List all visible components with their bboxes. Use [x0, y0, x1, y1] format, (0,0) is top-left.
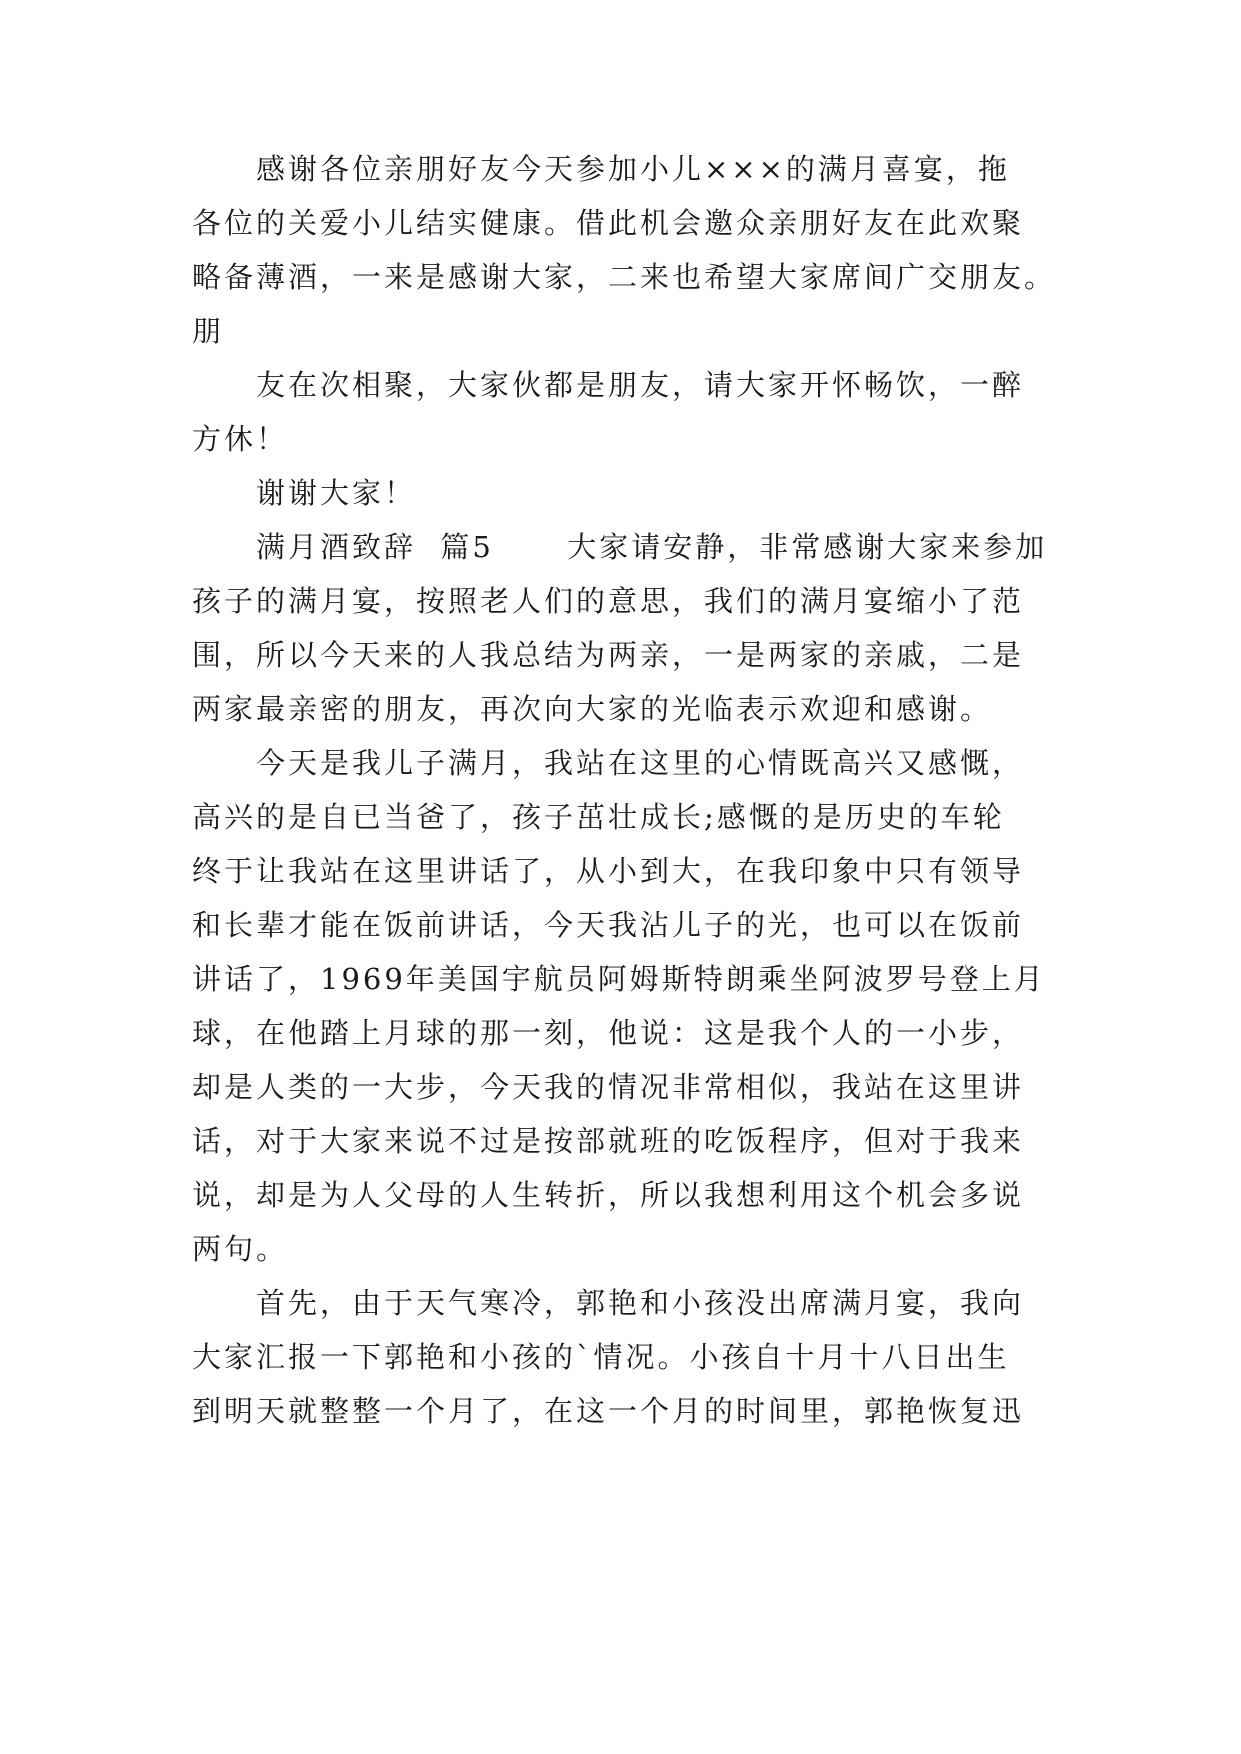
- text-line: 满月酒致辞 篇5 大家请安静，非常感谢大家来参加: [256, 530, 1048, 564]
- text-line: 话，对于大家来说不过是按部就班的吃饭程序，但对于我来: [192, 1124, 1025, 1158]
- text-line: 说，却是为人父母的人生转折，所以我想利用这个机会多说: [192, 1178, 1025, 1212]
- text-line: 谢谢大家！: [256, 476, 417, 510]
- text-line: 孩子的满月宴，按照老人们的意思，我们的满月宴缩小了范: [192, 584, 1025, 618]
- text-line: 终于让我站在这里讲话了，从小到大，在我印象中只有领导: [192, 854, 1025, 888]
- text-line: 大家汇报一下郭艳和小孩的`情况。小孩自十月十八日出生: [192, 1340, 1010, 1374]
- text-line: 朋: [192, 314, 225, 348]
- text-line: 今天是我儿子满月，我站在这里的心情既高兴又感慨，: [256, 746, 1025, 780]
- text-line: 首先，由于天气寒冷，郭艳和小孩没出席满月宴，我向: [256, 1286, 1025, 1320]
- text-line: 高兴的是自已当爸了，孩子茁壮成长;感慨的是历史的车轮: [192, 800, 1005, 834]
- text-line: 方休！: [192, 422, 289, 456]
- text-line: 到明天就整整一个月了，在这一个月的时间里，郭艳恢复迅: [192, 1394, 1025, 1428]
- text-line: 略备薄酒，一来是感谢大家，二来也希望大家席间广交朋友。: [192, 260, 1057, 294]
- text-line: 各位的关爱小儿结实健康。借此机会邀众亲朋好友在此欢聚: [192, 206, 1025, 240]
- text-line: 两句。: [192, 1232, 289, 1266]
- text-line: 两家最亲密的朋友，再次向大家的光临表示欢迎和感谢。: [192, 692, 993, 726]
- text-line: 讲话了，1969年美国宇航员阿姆斯特朗乘坐阿波罗号登上月: [192, 962, 1046, 996]
- text-line: 感谢各位亲朋好友今天参加小儿×××的满月喜宴，拖: [256, 152, 1010, 186]
- text-line: 球，在他踏上月球的那一刻，他说：这是我个人的一小步，: [192, 1016, 1025, 1050]
- text-line: 围，所以今天来的人我总结为两亲，一是两家的亲戚，二是: [192, 638, 1025, 672]
- text-line: 却是人类的一大步，今天我的情况非常相似，我站在这里讲: [192, 1070, 1025, 1104]
- text-line: 和长辈才能在饭前讲话，今天我沾儿子的光，也可以在饭前: [192, 908, 1025, 942]
- text-line: 友在次相聚，大家伙都是朋友，请大家开怀畅饮，一醉: [256, 368, 1025, 402]
